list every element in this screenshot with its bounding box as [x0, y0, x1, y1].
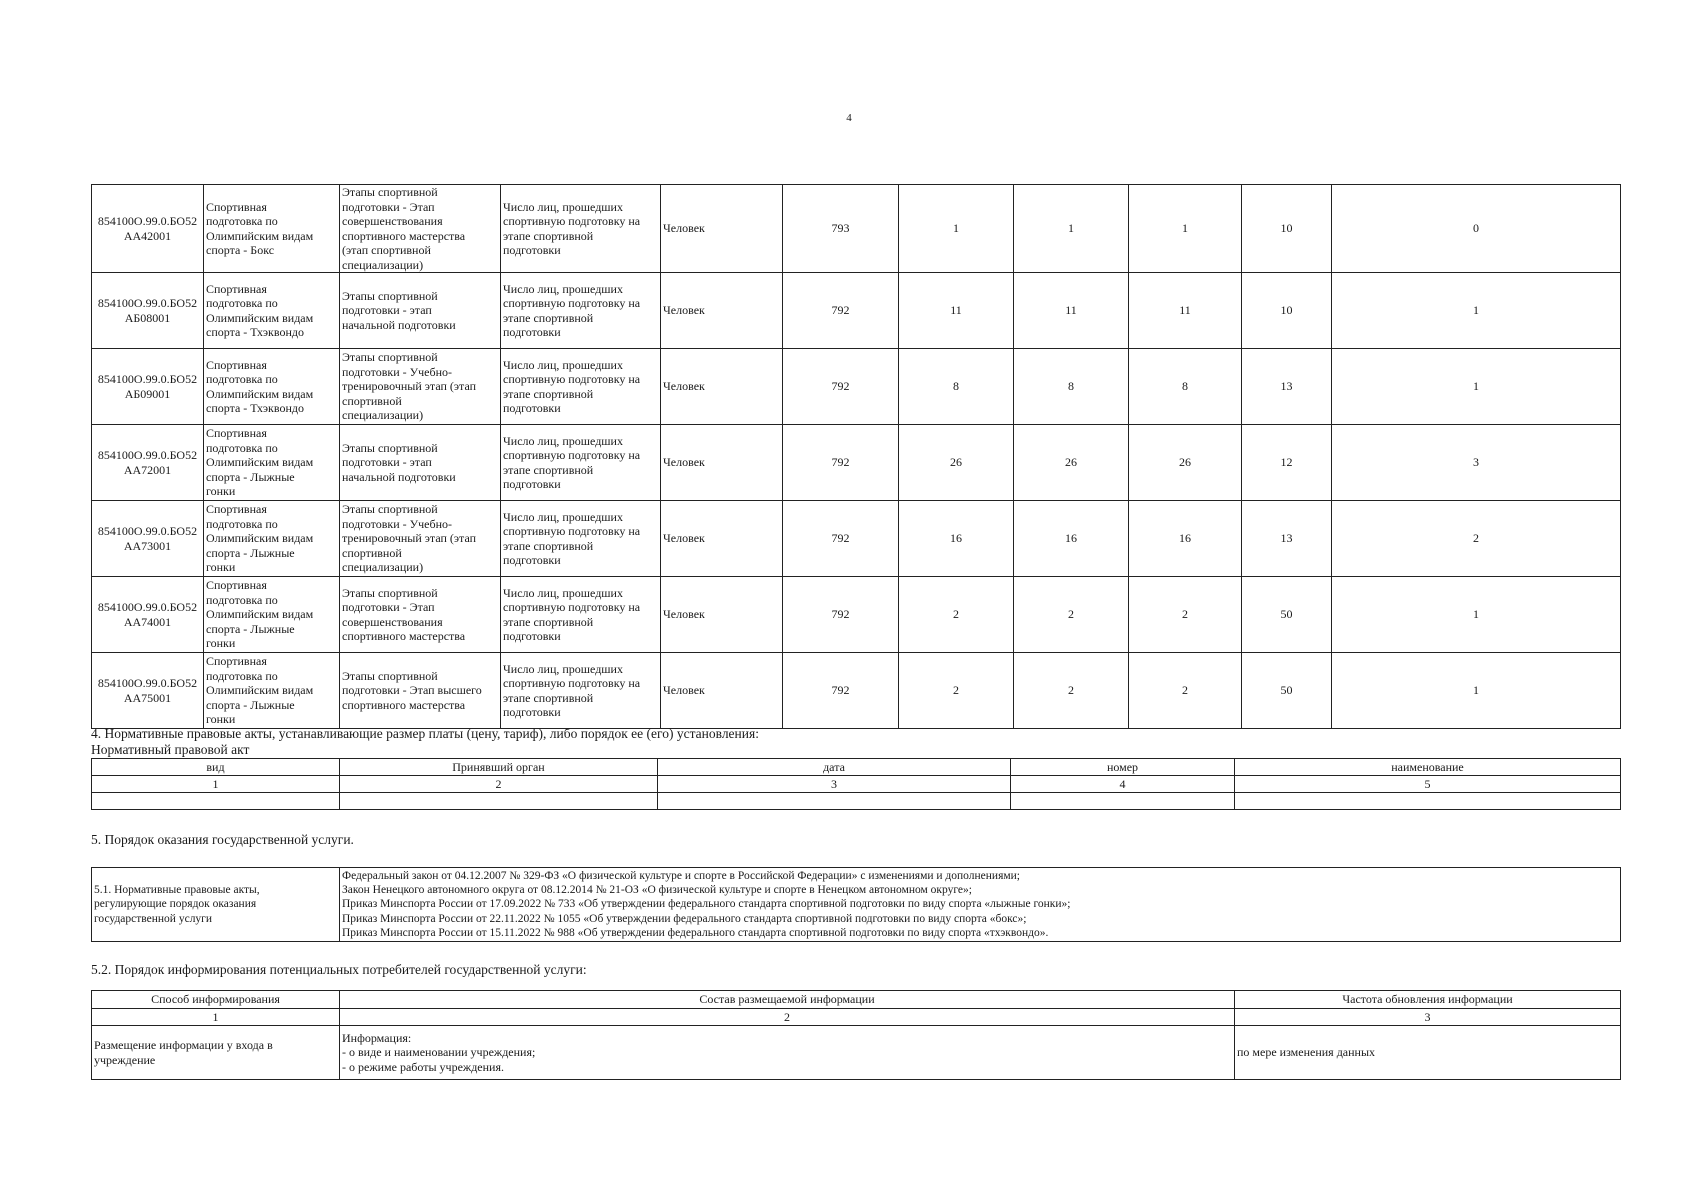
informing-table — [91, 990, 1621, 1080]
training-stage: Этапы спортивной подготовки - Этап совершенствования спортивного мастерства (этап спортивной специализации) — [340, 185, 501, 273]
service-name: Спортивная подготовка по Олимпийским видам спорта - Лыжные гонки — [204, 577, 340, 653]
section-5-2-heading: 5.2. Порядок информирования потенциальных потребителей государственной услуги: — [91, 962, 587, 977]
npa-num-2: 2 — [340, 776, 658, 793]
registry-code: 854100О.99.0.БО52 АБ08001 — [92, 273, 204, 349]
deviation-percent: 12 — [1242, 425, 1332, 501]
informing-row — [92, 1026, 1621, 1080]
table-row — [92, 577, 1621, 653]
okei-code: 792 — [783, 577, 899, 653]
unit-of-measure: Человек — [661, 273, 783, 349]
npa-subheading: Нормативный правовой акт — [91, 742, 250, 757]
deviation-absolute: 1 — [1332, 273, 1621, 349]
value-year-2: 26 — [1014, 425, 1129, 501]
okei-code: 792 — [783, 501, 899, 577]
deviation-percent: 10 — [1242, 273, 1332, 349]
indicator-name: Число лиц, прошедших спортивную подготовку на этапе спортивной подготовки — [501, 501, 661, 577]
value-year-1: 2 — [899, 577, 1014, 653]
value-year-3: 11 — [1129, 273, 1242, 349]
training-stage: Этапы спортивной подготовки - Учебно- тренировочный этап (этап спортивной специализации) — [340, 349, 501, 425]
npa-col-number: номер — [1011, 759, 1235, 776]
unit-of-measure: Человек — [661, 577, 783, 653]
okei-code: 792 — [783, 273, 899, 349]
unit-of-measure: Человек — [661, 425, 783, 501]
npa-empty-cell — [1011, 793, 1235, 810]
indicator-name: Число лиц, прошедших спортивную подготовку на этапе спортивной подготовки — [501, 425, 661, 501]
okei-code: 792 — [783, 425, 899, 501]
informing-frequency: по мере изменения данных — [1235, 1026, 1621, 1080]
registry-code: 854100О.99.0.БО52 АБ09001 — [92, 349, 204, 425]
page-number: 4 — [846, 112, 852, 124]
npa-num-3: 3 — [658, 776, 1011, 793]
section-5-heading: 5. Порядок оказания государственной услуги. — [91, 832, 354, 847]
registry-code: 854100О.99.0.БО52 АА75001 — [92, 653, 204, 729]
indicator-name: Число лиц, прошедших спортивную подготовку на этапе спортивной подготовки — [501, 577, 661, 653]
value-year-2: 16 — [1014, 501, 1129, 577]
registry-code: 854100О.99.0.БО52 АА73001 — [92, 501, 204, 577]
deviation-absolute: 0 — [1332, 185, 1621, 273]
training-stage: Этапы спортивной подготовки - этап начальной подготовки — [340, 273, 501, 349]
deviation-percent: 13 — [1242, 501, 1332, 577]
npa-num-5: 5 — [1235, 776, 1621, 793]
service-name: Спортивная подготовка по Олимпийским видам спорта - Лыжные гонки — [204, 653, 340, 729]
deviation-absolute: 1 — [1332, 577, 1621, 653]
value-year-1: 16 — [899, 501, 1014, 577]
npa-header-row — [92, 759, 1621, 776]
npa-number-row — [92, 776, 1621, 793]
okei-code: 793 — [783, 185, 899, 273]
npa-table — [91, 758, 1621, 810]
npa-col-name: наименование — [1235, 759, 1621, 776]
informing-header-row — [92, 991, 1621, 1009]
okei-code: 792 — [783, 349, 899, 425]
service-name: Спортивная подготовка по Олимпийским видам спорта - Лыжные гонки — [204, 425, 340, 501]
service-volume-table — [91, 184, 1621, 729]
npa-num-4: 4 — [1011, 776, 1235, 793]
informing-method: Размещение информации у входа в учреждение — [92, 1026, 340, 1080]
informing-col-method: Способ информирования — [92, 991, 340, 1009]
table-row — [92, 273, 1621, 349]
unit-of-measure: Человек — [661, 349, 783, 425]
value-year-2: 11 — [1014, 273, 1129, 349]
normative-acts-list: Федеральный закон от 04.12.2007 № 329-ФЗ «О физической культуре и спорте в Российской Федерации» с изменениями и дополнениями; Закон Ненецкого автономного округа от 08.12.2014 № 21-ОЗ «О физической культуре и спорте в Ненецком автономном округе»; Приказ Минспорта России от 17.09.2022 № 733 «Об утверждении федерального стандарта спортивной подготовки по виду спорта «лыжные гонки»; Приказ Минспорта России от 22.11.2022 № 1055 «Об утверждении федерального стандарта спортивной подготовки по виду спорта «бокс»; Приказ Минспорта России от 15.11.2022 № 988 «Об утверждении федерального стандарта спортивной подготовки по виду спорта «тхэквондо». — [340, 868, 1621, 942]
npa-empty-cell — [340, 793, 658, 810]
normative-acts-label: 5.1. Нормативные правовые акты, регулирующие порядок оказания государственной услуги — [92, 868, 340, 942]
npa-empty-cell — [1235, 793, 1621, 810]
training-stage: Этапы спортивной подготовки - Этап совершенствования спортивного мастерства — [340, 577, 501, 653]
npa-empty-cell — [658, 793, 1011, 810]
informing-col-content: Состав размещаемой информации — [340, 991, 1235, 1009]
unit-of-measure: Человек — [661, 653, 783, 729]
section-4-heading: 4. Нормативные правовые акты, устанавливающие размер платы (цену, тариф), либо порядок ее (его) установления: — [91, 726, 759, 741]
npa-col-type: вид — [92, 759, 340, 776]
registry-code: 854100О.99.0.БО52 АА74001 — [92, 577, 204, 653]
okei-code: 792 — [783, 653, 899, 729]
value-year-2: 1 — [1014, 185, 1129, 273]
table-row — [92, 653, 1621, 729]
value-year-1: 1 — [899, 185, 1014, 273]
value-year-3: 26 — [1129, 425, 1242, 501]
deviation-percent: 10 — [1242, 185, 1332, 273]
indicator-name: Число лиц, прошедших спортивную подготовку на этапе спортивной подготовки — [501, 185, 661, 273]
value-year-2: 2 — [1014, 653, 1129, 729]
informing-number-row — [92, 1009, 1621, 1026]
indicator-name: Число лиц, прошедших спортивную подготовку на этапе спортивной подготовки — [501, 273, 661, 349]
deviation-absolute: 2 — [1332, 501, 1621, 577]
npa-col-authority: Принявший орган — [340, 759, 658, 776]
table-row — [92, 501, 1621, 577]
normative-acts-row — [92, 868, 1621, 942]
training-stage: Этапы спортивной подготовки - этап начальной подготовки — [340, 425, 501, 501]
indicator-name: Число лиц, прошедших спортивную подготовку на этапе спортивной подготовки — [501, 349, 661, 425]
deviation-percent: 50 — [1242, 653, 1332, 729]
value-year-1: 11 — [899, 273, 1014, 349]
npa-num-1: 1 — [92, 776, 340, 793]
service-rows — [92, 185, 1621, 729]
registry-code: 854100О.99.0.БО52 АА72001 — [92, 425, 204, 501]
normative-acts-table — [91, 867, 1621, 942]
npa-col-date: дата — [658, 759, 1011, 776]
indicator-name: Число лиц, прошедших спортивную подготовку на этапе спортивной подготовки — [501, 653, 661, 729]
value-year-2: 2 — [1014, 577, 1129, 653]
training-stage: Этапы спортивной подготовки - Учебно- тренировочный этап (этап спортивной специализации) — [340, 501, 501, 577]
table-row — [92, 425, 1621, 501]
unit-of-measure: Человек — [661, 185, 783, 273]
value-year-3: 2 — [1129, 577, 1242, 653]
deviation-absolute: 3 — [1332, 425, 1621, 501]
informing-col-frequency: Частота обновления информации — [1235, 991, 1621, 1009]
value-year-1: 26 — [899, 425, 1014, 501]
deviation-absolute: 1 — [1332, 349, 1621, 425]
table-row — [92, 349, 1621, 425]
service-name: Спортивная подготовка по Олимпийским видам спорта - Лыжные гонки — [204, 501, 340, 577]
npa-empty-row — [92, 793, 1621, 810]
value-year-3: 1 — [1129, 185, 1242, 273]
informing-num-1: 1 — [92, 1009, 340, 1026]
value-year-3: 8 — [1129, 349, 1242, 425]
table-row — [92, 185, 1621, 273]
service-name: Спортивная подготовка по Олимпийским видам спорта - Тхэквондо — [204, 349, 340, 425]
value-year-2: 8 — [1014, 349, 1129, 425]
registry-code: 854100О.99.0.БО52 АА42001 — [92, 185, 204, 273]
service-name: Спортивная подготовка по Олимпийским видам спорта - Бокс — [204, 185, 340, 273]
value-year-3: 16 — [1129, 501, 1242, 577]
unit-of-measure: Человек — [661, 501, 783, 577]
deviation-percent: 50 — [1242, 577, 1332, 653]
deviation-absolute: 1 — [1332, 653, 1621, 729]
npa-empty-cell — [92, 793, 340, 810]
training-stage: Этапы спортивной подготовки - Этап высшего спортивного мастерства — [340, 653, 501, 729]
service-name: Спортивная подготовка по Олимпийским видам спорта - Тхэквондо — [204, 273, 340, 349]
value-year-3: 2 — [1129, 653, 1242, 729]
informing-content: Информация: - о виде и наименовании учреждения; - о режиме работы учреждения. — [340, 1026, 1235, 1080]
informing-num-3: 3 — [1235, 1009, 1621, 1026]
deviation-percent: 13 — [1242, 349, 1332, 425]
value-year-1: 8 — [899, 349, 1014, 425]
value-year-1: 2 — [899, 653, 1014, 729]
informing-num-2: 2 — [340, 1009, 1235, 1026]
